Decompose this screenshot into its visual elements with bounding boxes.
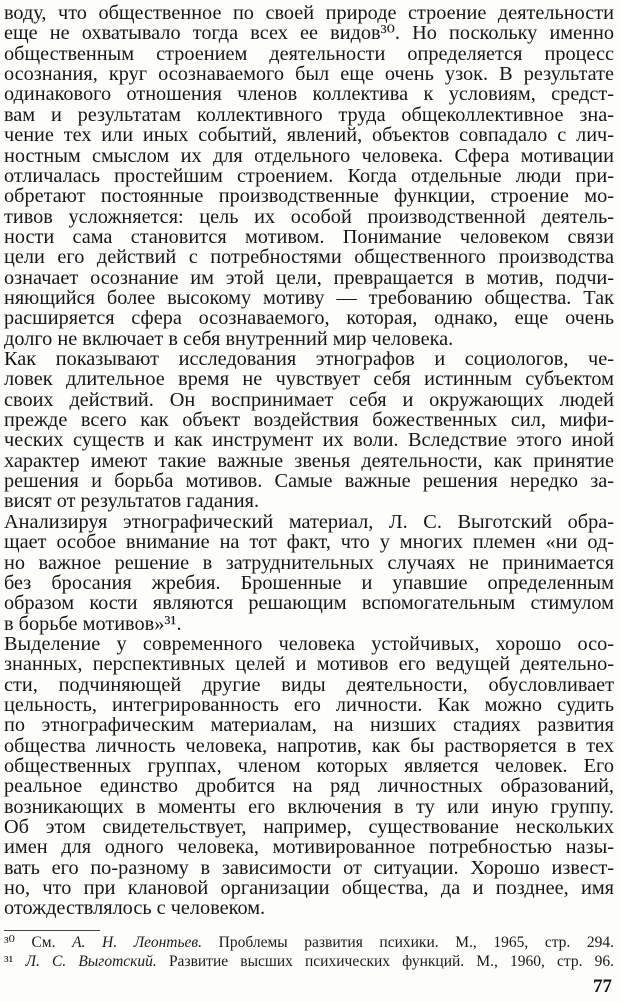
text-line: по этнографическим материалам, на низших стадиях развития <box>4 714 614 737</box>
text-line: осознания, круг осознаваемого был еще очень узок. В результате <box>4 63 614 86</box>
text-line: обретают постоянные производственные функции, строение мо- <box>4 185 614 208</box>
text-line: общественным строением деятельности определяется процесс <box>4 42 614 65</box>
text-line: характер имеют такие важные звенья деятельности, как принятие <box>4 449 614 472</box>
text-line: Как показывают исследования этнографов и социологов, че- <box>4 348 614 370</box>
footnote-30: ³⁰ См. А. Н. Леонтьев. Проблемы развития психики. М., 1965, стр. 294. <box>4 934 615 951</box>
text-line: долго не включает в себя внутренний мир человека. <box>4 327 454 350</box>
text-line: висят от результатов гадания. <box>4 490 260 513</box>
text-line: отличалась простейшим строением. Когда отдельные люди при- <box>4 164 614 187</box>
text-line: ловек длительное время не чувствует себя истинным субъектом <box>4 368 614 391</box>
text-line: тивов усложняется: цель их особой производственной деятель- <box>4 205 614 228</box>
text-line: ностным смыслом их для отдельного человека. Сфера мотивации <box>4 144 614 167</box>
text-line: решения и борьба мотивов. Самые важные решения нередко за- <box>4 470 614 493</box>
text-line: цели его действий с потребностями общественного производства <box>4 246 614 269</box>
text-line: но важное решение в затруднительных случаях не принимается <box>4 551 614 574</box>
text-line: чение тех или иных событий, явлений, объектов совпадало с лич- <box>4 124 614 147</box>
text-line: цельность, интегрированность его личности. Как можно судить <box>4 693 614 716</box>
page-number: 77 <box>593 976 612 997</box>
text-line: общественных группах, членом которых является человек. Его <box>4 755 614 777</box>
text-line: отождествлялось с человеком. <box>4 897 266 920</box>
text-line: ческих существ и как инструмент их воли. Вследствие этого иной <box>4 429 614 452</box>
text-line: без бросания жребия. Брошенные и упавшие определенным <box>4 571 614 594</box>
text-line: воду, что общественное по своей природе строение деятельности <box>4 2 614 24</box>
text-line: реальное единство дробится на ряд личностных образований, <box>4 775 614 798</box>
footnote-31: ³¹ Л. С. Выготский. Развитие высших психических функций. М., 1960, стр. 96. <box>4 953 615 970</box>
text-line: Анализируя этнографический материал, Л. С. Выготский обра- <box>4 510 614 533</box>
text-line: вать его по-разному в зависимости от ситуации. Хорошо извест- <box>4 856 614 879</box>
text-line: Об этом свидетельствует, например, существование нескольких <box>4 816 614 838</box>
text-line: знанных, перспективных целей и мотивов его ведущей деятельно- <box>4 653 614 676</box>
text-line: означает осознание им этой цели, превращается в мотив, подчи- <box>4 266 614 289</box>
text-line: еще не охватывало тогда всех ее видов³⁰. Но поскольку именно <box>4 22 614 45</box>
text-line: образом кости являются решающим вспомогательным стимулом <box>4 592 614 615</box>
text-line: общества личность человека, напротив, как бы растворяется в тех <box>4 734 614 757</box>
text-line: сти, подчиняющей другие виды деятельности, обусловливает <box>4 673 614 696</box>
text-line: вам и результатам коллективного труда общеколлективное зна- <box>4 103 614 126</box>
text-line: Выделение у современного человека устойчивых, хорошо осо- <box>4 632 614 655</box>
text-line: в борьбе мотивов»³¹. <box>4 612 182 635</box>
text-line: возникающих в моменты его включения в ту или иную группу. <box>4 795 614 818</box>
text-line: расширяется сфера осознаваемого, которая, однако, еще очень <box>4 307 614 330</box>
text-line: прежде всего как объект воздействия божественных сил, мифи- <box>4 409 614 431</box>
text-line: ности сама становится мотивом. Понимание человеком связи <box>4 225 614 248</box>
text-line: но, что при клановой организации общества, да и позднее, имя <box>4 877 614 900</box>
text-line: имен для одного человека, мотивированное потребностью назы- <box>4 836 614 859</box>
text-line: своих действий. Он воспринимает себя и окружающих людей <box>4 388 614 411</box>
footnote-rule <box>4 930 100 931</box>
text-line: няющийся более высокому мотиву — требованию общества. Так <box>4 286 614 309</box>
text-line: одинакового отношения членов коллектива к условиям, средст- <box>4 83 614 106</box>
text-line: щает особое внимание на тот факт, что у многих племен «ни од- <box>4 531 614 554</box>
